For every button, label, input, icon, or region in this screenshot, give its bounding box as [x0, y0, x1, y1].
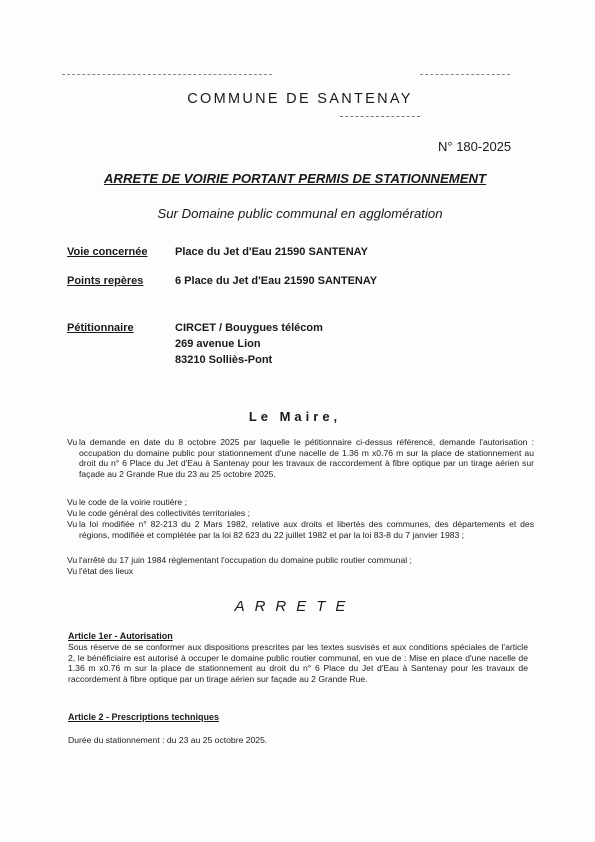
duree-label: Durée du stationnement: [68, 735, 160, 745]
article2-duree: [68, 735, 528, 746]
document-title: ARRETE DE VOIRIE PORTANT PERMIS DE STATIONNEMENT: [103, 171, 487, 186]
petitionnaire-block: [175, 320, 323, 368]
commune-underline: [340, 116, 420, 117]
header-rule-left: [62, 74, 272, 75]
petitionnaire-line1: CIRCET / Bouygues télécom: [175, 322, 323, 334]
petitionnaire-line2: 269 avenue Lion: [175, 338, 261, 350]
voie-label: Voie concernée: [67, 246, 148, 258]
vu-item: Vu l'état des lieux: [67, 566, 134, 576]
duree-text: : du 23 au 25 octobre 2025.: [162, 735, 268, 745]
article2-heading: Article 2 - Prescriptions techniques: [68, 712, 220, 722]
points-label: Points repères: [67, 275, 144, 287]
voie-value: Place du Jet d'Eau 21590 SANTENAY: [175, 246, 368, 258]
arrete-heading: ARRETE: [234, 598, 356, 615]
le-maire-heading: Le Maire,: [248, 409, 342, 424]
vu-item: Vu l'arrêté du 17 juin 1984 réglementant l'occupation du domaine public routier communal ;: [67, 555, 412, 565]
commune-title: COMMUNE DE SANTENAY: [187, 91, 413, 107]
petitionnaire-line3: 83210 Solliès-Pont: [175, 354, 273, 366]
article1-text: Sous réserve de se conformer aux dispositions prescrites par les textes susvisés et aux conditions spéciales de l'article 2, le bénéficiaire est autorisé à occuper le domaine public routier communal, en vue de : Mise en place d'une nacelle de 1.36 m x0.76 m sur la place de stationnement au droit du n° 6 Place du Jet d'Eau à Santenay pour les travaux de raccordement à fibre optique par un tirage aérien sur façade au 2 Grande Rue.: [68, 642, 528, 684]
vu-item: Vu la loi modifiée n° 82-213 du 2 Mars 1982, relative aux droits et libertés des communes, des départements et des régions, modifiée et complétée par la loi 82 623 du 22 juillet 1982 et par la loi 83-8 du 7 janvier 1983 ;: [67, 519, 534, 540]
vu-item: Vu la demande en date du 8 octobre 2025 par laquelle le pétitionnaire ci-dessus référencé, demande l'autorisation : occupation du domaine public pour stationnement d'une nacelle de 1.36 m x0.76 m sur la place de stationnement au droit du n° 6 Place du Jet d'Eau à Santenay pour les travaux de raccordement à fibre optique par un tirage aérien sur façade au 2 Grande Rue du 23 au 25 octobre 2025.: [67, 437, 534, 479]
header-rule-right: [420, 74, 510, 75]
points-value: 6 Place du Jet d'Eau 21590 SANTENAY: [175, 275, 378, 287]
vu-item: Vu le code de la voirie routière ;: [67, 497, 187, 507]
article1-heading: Article 1er - Autorisation: [68, 631, 173, 641]
petitionnaire-label: Pétitionnaire: [67, 322, 134, 334]
vu-item: Vu le code général des collectivités territoriales ;: [67, 508, 251, 518]
arrete-number: N° 180-2025: [438, 139, 512, 154]
document-subtitle: Sur Domaine public communal en agglomération: [157, 206, 443, 221]
